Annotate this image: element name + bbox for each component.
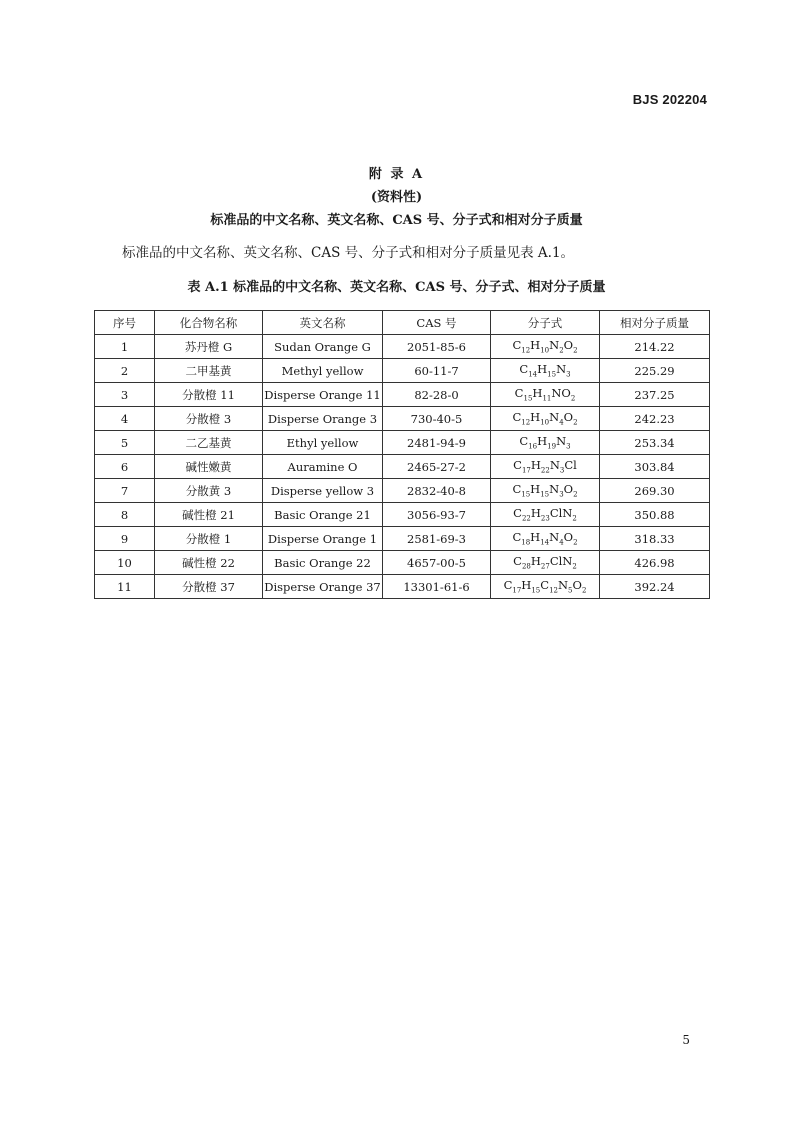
cell-molecular-formula <box>491 455 600 479</box>
formula-subscript: 22 <box>540 466 550 475</box>
document-code: BJS 202204 <box>632 92 707 107</box>
cell-molecular-formula <box>491 551 600 575</box>
formula-subscript: 18 <box>521 538 531 547</box>
cell-cas-number: 13301-61-6 <box>383 575 491 599</box>
cell-relative-molecular-mass: 392.24 <box>600 575 710 599</box>
cell-english-name: Basic Orange 22 <box>263 551 383 575</box>
table-row <box>95 407 710 431</box>
cell-english-name: Disperse Orange 1 <box>263 527 383 551</box>
formula-element: H <box>530 554 541 569</box>
cell-molecular-formula <box>491 383 600 407</box>
cell-compound-name: 碱性嫩黄 <box>155 455 263 479</box>
formula-subscript: 17 <box>512 586 522 595</box>
cell-cas-number: 2051-85-6 <box>383 335 491 359</box>
cell-cas-number: 2481-94-9 <box>383 431 491 455</box>
formula-element: O <box>572 578 582 593</box>
formula-element: C <box>514 386 524 401</box>
cell-molecular-formula <box>491 479 600 503</box>
formula-element: H <box>530 338 541 353</box>
cell-english-name: Disperse Orange 37 <box>263 575 383 599</box>
standards-table <box>94 310 710 599</box>
formula-subscript: 12 <box>549 586 558 595</box>
cell-english-name: Sudan Orange G <box>263 335 383 359</box>
formula-subscript: 14 <box>528 370 538 379</box>
formula-subscript: 23 <box>540 514 550 523</box>
formula-subscript: 10 <box>540 346 550 355</box>
formula-element: H <box>530 506 541 521</box>
formula-subscript: 2 <box>573 490 578 499</box>
cell-molecular-formula <box>491 503 600 527</box>
formula-subscript: 5 <box>568 586 573 595</box>
formula-element: H <box>537 434 548 449</box>
table-header-row <box>95 311 710 335</box>
formula-subscript: 4 <box>559 538 564 547</box>
formula-subscript: 15 <box>547 370 557 379</box>
formula-element: C <box>519 362 529 377</box>
cell-cas-number: 730-40-5 <box>383 407 491 431</box>
cell-compound-name: 分散橙 1 <box>155 527 263 551</box>
formula-element: H <box>530 482 541 497</box>
formula-element: C <box>512 482 522 497</box>
cell-serial-no: 11 <box>95 575 155 599</box>
table-row <box>95 383 710 407</box>
formula-element: H <box>530 458 541 473</box>
formula-subscript: 15 <box>540 490 550 499</box>
cell-relative-molecular-mass: 214.22 <box>600 335 710 359</box>
formula-element: O <box>563 482 574 497</box>
table-row <box>95 551 710 575</box>
formula-element: N <box>549 458 560 473</box>
body-paragraph: 标准品的中文名称、英文名称、CAS 号、分子式和相对分子质量见表 A.1。 <box>122 245 575 261</box>
table-row <box>95 335 710 359</box>
cell-molecular-formula <box>491 359 600 383</box>
cell-english-name: Methyl yellow <box>263 359 383 383</box>
formula-element: NO <box>551 386 571 401</box>
table-row <box>95 359 710 383</box>
cell-cas-number: 82-28-0 <box>383 383 491 407</box>
table-row <box>95 527 710 551</box>
cell-relative-molecular-mass: 350.88 <box>600 503 710 527</box>
formula-subscript: 19 <box>547 442 557 451</box>
cell-compound-name: 分散橙 3 <box>155 407 263 431</box>
formula-element: O <box>563 530 574 545</box>
formula-element: N <box>549 530 560 545</box>
cell-compound-name: 苏丹橙 G <box>155 335 263 359</box>
header-molecular-formula: 分子式 <box>491 311 600 335</box>
header-english-name: 英文名称 <box>263 311 383 335</box>
cell-compound-name: 分散黄 3 <box>155 479 263 503</box>
formula-element: H <box>537 362 548 377</box>
cell-relative-molecular-mass: 269.30 <box>600 479 710 503</box>
formula-element: N <box>557 578 569 593</box>
cell-compound-name: 碱性橙 21 <box>155 503 263 527</box>
cell-molecular-formula <box>491 527 600 551</box>
cell-relative-molecular-mass: 303.84 <box>600 455 710 479</box>
formula-subscript: 14 <box>540 538 550 547</box>
formula-subscript: 10 <box>540 418 550 427</box>
formula-element: C <box>512 530 522 545</box>
formula-subscript: 12 <box>521 418 531 427</box>
cell-english-name: Disperse Orange 11 <box>263 383 383 407</box>
cell-compound-name: 分散橙 11 <box>155 383 263 407</box>
cell-cas-number: 60-11-7 <box>383 359 491 383</box>
table-body <box>95 335 710 599</box>
formula-element: C <box>513 506 522 521</box>
cell-relative-molecular-mass: 253.34 <box>600 431 710 455</box>
cell-molecular-formula <box>491 575 600 599</box>
formula-element: N <box>556 362 567 377</box>
table-row <box>95 431 710 455</box>
formula-element: C <box>512 338 522 353</box>
cell-cas-number: 4657-00-5 <box>383 551 491 575</box>
cell-relative-molecular-mass: 318.33 <box>600 527 710 551</box>
formula-subscript: 2 <box>572 514 577 523</box>
formula-subscript: 2 <box>559 346 564 355</box>
table-caption: 表 A.1 标准品的中文名称、英文名称、CAS 号、分子式、相对分子质量 <box>187 280 606 295</box>
cell-molecular-formula <box>491 335 600 359</box>
cell-compound-name: 分散橙 37 <box>155 575 263 599</box>
table-row <box>95 503 710 527</box>
cell-serial-no: 2 <box>95 359 155 383</box>
formula-element: H <box>530 410 541 425</box>
cell-serial-no: 10 <box>95 551 155 575</box>
page-number: 5 <box>682 1033 690 1047</box>
cell-relative-molecular-mass: 225.29 <box>600 359 710 383</box>
formula-element: C <box>540 578 550 593</box>
header-serial-no: 序号 <box>95 311 155 335</box>
cell-cas-number: 2581-69-3 <box>383 527 491 551</box>
cell-english-name: Disperse yellow 3 <box>263 479 383 503</box>
formula-subscript: 16 <box>528 442 538 451</box>
formula-subscript: 22 <box>521 514 531 523</box>
formula-subscript: 27 <box>540 562 550 571</box>
cell-compound-name: 二甲基黄 <box>155 359 263 383</box>
header-compound-name: 化合物名称 <box>155 311 263 335</box>
formula-element: O <box>563 338 574 353</box>
formula-subscript: 2 <box>573 346 578 355</box>
cell-cas-number: 2465-27-2 <box>383 455 491 479</box>
formula-subscript: 3 <box>566 370 571 379</box>
cell-cas-number: 2832-40-8 <box>383 479 491 503</box>
cell-serial-no: 5 <box>95 431 155 455</box>
cell-molecular-formula <box>491 407 600 431</box>
cell-cas-number: 3056-93-7 <box>383 503 491 527</box>
cell-compound-name: 碱性橙 22 <box>155 551 263 575</box>
cell-serial-no: 7 <box>95 479 155 503</box>
formula-subscript: 2 <box>573 538 578 547</box>
formula-element: C <box>503 578 513 593</box>
formula-subscript: 3 <box>559 490 564 499</box>
formula-subscript: 2 <box>573 418 578 427</box>
cell-serial-no: 1 <box>95 335 155 359</box>
formula-element: N <box>549 338 560 353</box>
appendix-subject: 标准品的中文名称、英文名称、CAS 号、分子式和相对分子质量 <box>210 213 583 228</box>
header-cas-number: CAS 号 <box>383 311 491 335</box>
appendix-title: 附 录 A <box>368 167 425 182</box>
formula-element: ClN <box>549 506 573 521</box>
appendix-type: (资料性) <box>370 190 423 205</box>
header-relative-molecular-mass: 相对分子质量 <box>600 311 710 335</box>
cell-relative-molecular-mass: 237.25 <box>600 383 710 407</box>
formula-element: H <box>532 386 543 401</box>
table-row <box>95 479 710 503</box>
formula-subscript: 3 <box>559 466 565 475</box>
cell-relative-molecular-mass: 426.98 <box>600 551 710 575</box>
cell-serial-no: 3 <box>95 383 155 407</box>
formula-subscript: 17 <box>521 466 531 475</box>
formula-subscript: 2 <box>572 562 577 571</box>
formula-element: O <box>563 410 574 425</box>
formula-subscript: 3 <box>566 442 571 451</box>
formula-element: C <box>512 410 522 425</box>
formula-element: C <box>513 458 522 473</box>
cell-serial-no: 4 <box>95 407 155 431</box>
formula-subscript: 15 <box>521 490 531 499</box>
table-row <box>95 575 710 599</box>
cell-english-name: Auramine O <box>263 455 383 479</box>
formula-element: ClN <box>549 554 573 569</box>
formula-subscript: 11 <box>542 394 552 403</box>
formula-subscript: 12 <box>521 346 531 355</box>
cell-english-name: Basic Orange 21 <box>263 503 383 527</box>
formula-element: N <box>556 434 567 449</box>
cell-serial-no: 9 <box>95 527 155 551</box>
formula-element: C <box>519 434 529 449</box>
formula-subscript: 28 <box>521 562 531 571</box>
formula-element: N <box>549 482 560 497</box>
cell-english-name: Disperse Orange 3 <box>263 407 383 431</box>
cell-compound-name: 二乙基黄 <box>155 431 263 455</box>
formula-subscript: 2 <box>570 394 576 403</box>
formula-subscript: 15 <box>531 586 541 595</box>
formula-subscript: 2 <box>581 586 587 595</box>
formula-subscript: 4 <box>559 418 564 427</box>
cell-english-name: Ethyl yellow <box>263 431 383 455</box>
cell-relative-molecular-mass: 242.23 <box>600 407 710 431</box>
formula-element: H <box>521 578 532 593</box>
formula-subscript: 15 <box>523 394 533 403</box>
cell-serial-no: 8 <box>95 503 155 527</box>
formula-element: H <box>530 530 541 545</box>
cell-serial-no: 6 <box>95 455 155 479</box>
formula-element: C <box>513 554 522 569</box>
formula-element: Cl <box>564 458 577 473</box>
formula-element: N <box>549 410 560 425</box>
cell-molecular-formula <box>491 431 600 455</box>
table-row <box>95 455 710 479</box>
